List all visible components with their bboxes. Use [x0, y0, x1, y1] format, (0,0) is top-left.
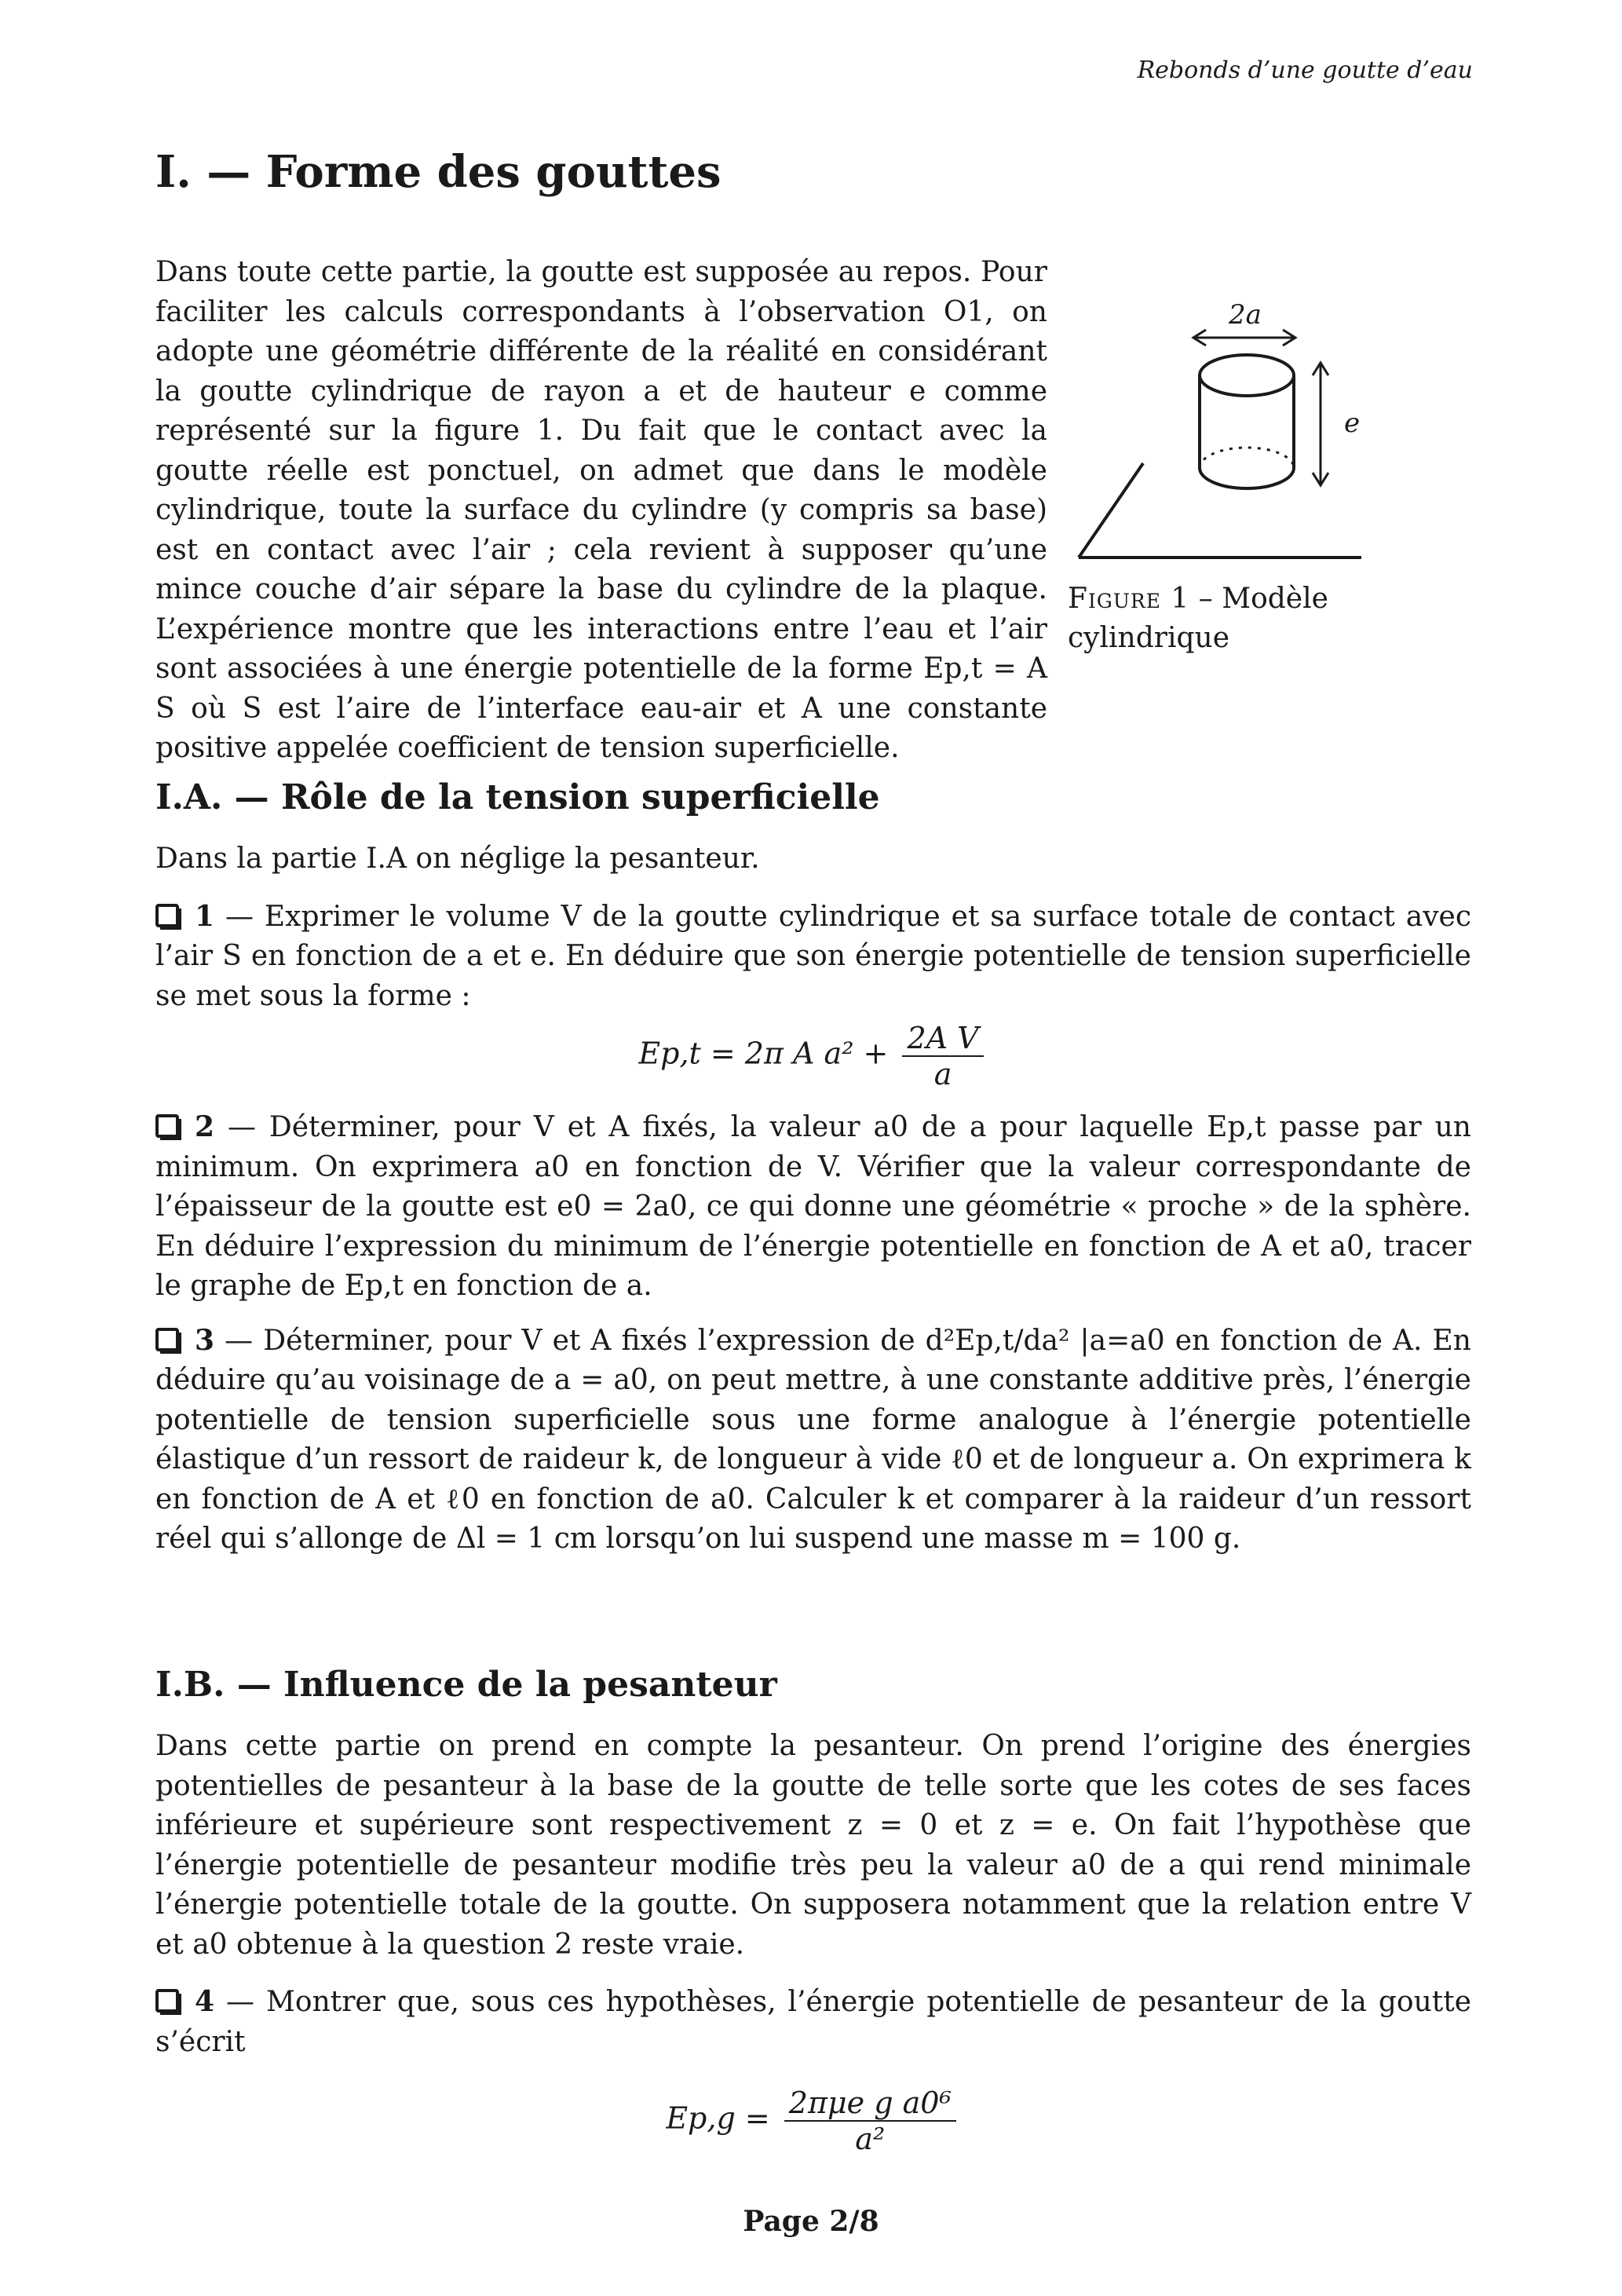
running-header: Rebonds d’une goutte d’eau [1137, 57, 1473, 84]
width-label: 2a [1229, 299, 1262, 331]
question-1 [155, 897, 1471, 1017]
formula-lhs: Ep,g = [666, 2100, 770, 2136]
formula-epg [155, 2086, 1471, 2156]
section-ib [155, 1665, 1471, 2172]
question-number: 1 [195, 899, 215, 933]
formula-numerator: 2A V [902, 1021, 983, 1057]
subsection-intro: Dans la partie I.A on néglige la pesanteur. [155, 843, 760, 875]
figure-caption-label: Figure 1 [1068, 583, 1190, 615]
section-ia [155, 777, 1471, 1559]
figure-caption [1068, 579, 1397, 658]
checkbox-icon [155, 904, 179, 927]
question-text: — Montrer que, sous ces hypothèses, l’énergie potentielle de pesanteur de la goutte s’écrit [155, 1986, 1471, 2058]
question-text: — Déterminer, pour V et A fixés, la valeur a0 de a pour laquelle Ep,t passe par un minimum. On exprimera a0 en fonction de V. Vérifier que la valeur correspondante de l’épaisseur de la goutte est e0 = 2a0, ce qui donne une géométrie « proche » de la sphère. En déduire l’expression du minimum de l’énergie potentielle en fonction de A et a0, tracer le graphe de Ep,t en fonction de a. [155, 1111, 1471, 1302]
formula-fraction [784, 2086, 956, 2156]
height-label: e [1343, 408, 1361, 439]
page-number: Page 2/8 [743, 2205, 879, 2238]
question-number: 3 [195, 1323, 215, 1357]
question-number: 2 [195, 1110, 215, 1143]
section-intro-paragraph: Dans toute cette partie, la goutte est supposée au repos. Pour faciliter les calculs correspondants à l’observation O1, on adopte une géométrie différente de la réalité en considérant la goutte cylindrique de rayon a et de hauteur e comme représenté sur la figure 1. Du fait que le contact avec la goutte réelle est ponctuel, on admet que dans le modèle cylindrique, toute la surface du cylindre (y compris sa base) est en contact avec l’air ; cela revient à supposer qu’une mince couche d’air sépare la base du cylindre de la plaque. L’expérience montre que les interactions entre l’eau et l’air sont associées à une énergie potentielle de la forme Ep,t = A S où S est l’aire de l’interface eau-air et A une constante positive appelée coefficient de tension superficielle. [155, 256, 1047, 764]
question-number: 4 [195, 1985, 215, 2018]
subsection-title: I.B. — Influence de la pesanteur [155, 1665, 777, 1705]
formula-denominator: a [933, 1057, 952, 1091]
question-4 [155, 1982, 1471, 2062]
checkbox-icon [155, 1989, 179, 2013]
formula-fraction [902, 1021, 983, 1091]
formula-ept [155, 1021, 1471, 1091]
checkbox-icon [155, 1328, 179, 1351]
question-2 [155, 1107, 1471, 1307]
subsection-intro: Dans cette partie on prend en compte la pesanteur. On prend l’origine des énergies potentielles de pesanteur à la base de la goutte de telle sorte que les cotes de ses faces inférieure et supérieure sont respectivement z = 0 et z = e. On fait l’hypothèse que l’énergie potentielle de pesanteur modifie très peu la valeur a0 de a qui rend minimale l’énergie potentielle totale de la goutte. On supposera notamment que la relation entre V et a0 obtenue à la question 2 reste vraie. [155, 1730, 1471, 1961]
subsection-title: I.A. — Rôle de la tension superficielle [155, 777, 880, 817]
formula-denominator: a² [855, 2122, 886, 2156]
figure-1 [1068, 291, 1397, 658]
formula-numerator: 2πμe g a0⁶ [784, 2086, 956, 2122]
question-text: — Déterminer, pour V et A fixés l’expression de d²Ep,t/da² |a=a0 en fonction de A. En déduire qu’au voisinage de a = a0, on peut mettre, à une constante additive près, l’énergie potentielle de tension superficielle sous une forme analogue à l’énergie potentielle élastique d’un ressort de raideur k, de longueur à vide ℓ0 et de longueur a. On exprimera k en fonction de A et ℓ0 en fonction de a0. Calculer k et comparer à la raideur d’un ressort réel qui s’allonge de Δl = 1 cm lorsqu’on lui suspend une masse m = 100 g. [155, 1324, 1471, 1555]
formula-lhs: Ep,t = 2π A a² + [638, 1036, 889, 1071]
section-title: I. — Forme des gouttes [155, 146, 721, 198]
question-3 [155, 1321, 1471, 1559]
figure-caption-text: – Modèle cylindrique [1068, 583, 1328, 654]
question-text: — Exprimer le volume V de la goutte cylindrique et sa surface totale de contact avec l’air S en fonction de a et e. En déduire que son énergie potentielle de tension superficielle se met sous la forme : [155, 900, 1471, 1012]
checkbox-icon [155, 1114, 179, 1138]
cylinder-diagram [1068, 291, 1397, 573]
